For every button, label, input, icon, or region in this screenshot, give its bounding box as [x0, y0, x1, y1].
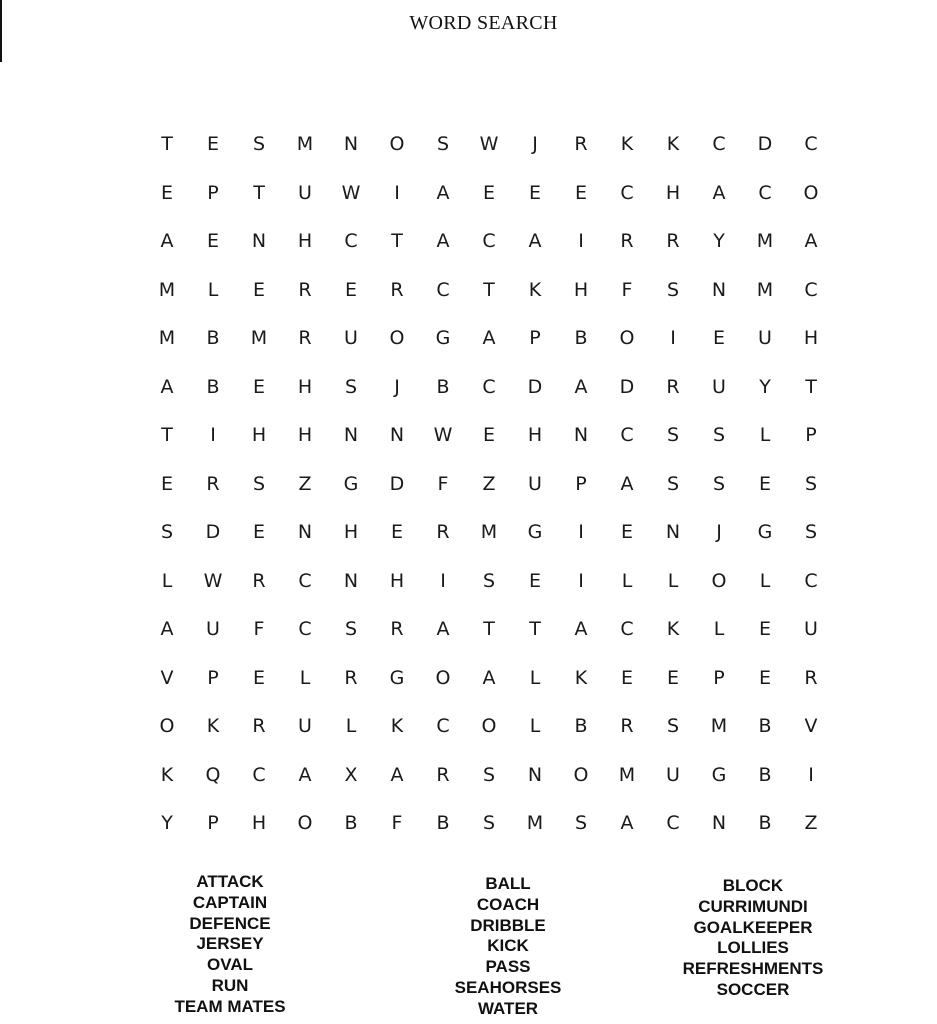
grid-cell: J	[532, 133, 538, 156]
grid-cell: D	[205, 521, 221, 544]
word-list-item: GOALKEEPER	[693, 917, 813, 937]
grid-cell: S	[160, 521, 174, 544]
grid-cell: B	[206, 375, 220, 398]
grid-cell: I	[210, 424, 216, 447]
grid-cell: R	[804, 666, 818, 689]
grid-cell: M	[756, 230, 774, 253]
grid-cell: P	[575, 472, 587, 495]
grid-cell: M	[756, 278, 774, 301]
grid-cell: E	[206, 133, 219, 156]
grid-cell: N	[665, 521, 681, 544]
grid-cell: A	[436, 181, 450, 204]
grid-cell: N	[343, 569, 359, 592]
grid-cell: I	[808, 763, 814, 786]
grid-cell: T	[253, 181, 265, 204]
grid-cell: C	[712, 133, 726, 156]
grid-cell: A	[482, 666, 496, 689]
grid-cell: W	[203, 569, 223, 592]
grid-cell: I	[578, 230, 584, 253]
grid-cell: Y	[161, 812, 173, 835]
grid-cell: S	[252, 472, 266, 495]
word-list-column-1	[135, 872, 325, 1018]
grid-cell: F	[391, 812, 403, 835]
grid-cell: H	[573, 278, 589, 301]
grid-cell: S	[574, 812, 588, 835]
grid-cell: C	[666, 812, 680, 835]
grid-cell: O	[435, 666, 451, 689]
grid-cell: E	[252, 375, 265, 398]
grid-cell: K	[206, 715, 220, 738]
grid-cell: E	[252, 666, 265, 689]
grid-cell: I	[578, 521, 584, 544]
grid-cell: I	[670, 327, 676, 350]
grid-cell: K	[666, 133, 680, 156]
grid-cell: E	[252, 521, 265, 544]
grid-cell: L	[529, 666, 541, 689]
word-list-column-2	[413, 874, 603, 1020]
grid-cell: C	[620, 618, 634, 641]
grid-cell: B	[436, 375, 450, 398]
grid-cell: R	[206, 472, 220, 495]
grid-cell: W	[479, 133, 499, 156]
word-list-item: SEAHORSES	[454, 977, 562, 997]
grid-cell: W	[433, 424, 453, 447]
grid-cell: A	[390, 763, 404, 786]
grid-cell: R	[298, 278, 312, 301]
grid-cell: U	[528, 472, 542, 495]
grid-cell: A	[436, 618, 450, 641]
grid-cell: H	[665, 181, 681, 204]
grid-cell: N	[343, 424, 359, 447]
grid-cell: Y	[713, 230, 725, 253]
grid-cell: U	[206, 618, 220, 641]
grid-cell: J	[716, 521, 722, 544]
grid-cell: H	[389, 569, 405, 592]
grid-cell: L	[667, 569, 679, 592]
grid-cell: C	[758, 181, 772, 204]
grid-cell: C	[436, 278, 450, 301]
grid-cell: E	[666, 666, 679, 689]
grid-cell: E	[482, 424, 495, 447]
grid-cell: A	[620, 812, 634, 835]
grid-cell: L	[529, 715, 541, 738]
grid-cell: W	[341, 181, 361, 204]
grid-cell: P	[805, 424, 817, 447]
word-list-item: KICK	[487, 936, 529, 956]
grid-cell: O	[389, 133, 405, 156]
grid-cell: L	[759, 424, 771, 447]
grid-cell: R	[436, 521, 450, 544]
grid-cell: M	[710, 715, 728, 738]
grid-cell: E	[482, 181, 495, 204]
grid-cell: M	[480, 521, 498, 544]
grid-cell: M	[158, 278, 176, 301]
grid-cell: G	[343, 472, 359, 495]
grid-cell: F	[437, 472, 449, 495]
grid-cell: C	[298, 618, 312, 641]
grid-cell: G	[757, 521, 773, 544]
grid-cell: C	[436, 715, 450, 738]
grid-cell: H	[251, 812, 267, 835]
grid-cell: U	[666, 763, 680, 786]
grid-cell: K	[620, 133, 634, 156]
grid-cell: E	[160, 472, 173, 495]
grid-cell: T	[529, 618, 541, 641]
word-list-item: LOLLIES	[717, 938, 789, 958]
grid-cell: B	[758, 763, 772, 786]
grid-cell: L	[207, 278, 219, 301]
grid-cell: I	[578, 569, 584, 592]
grid-cell: E	[344, 278, 357, 301]
grid-cell: L	[713, 618, 725, 641]
grid-cell: N	[573, 424, 589, 447]
grid-cell: A	[620, 472, 634, 495]
grid-cell: M	[158, 327, 176, 350]
grid-cell: S	[712, 472, 726, 495]
grid-cell: S	[344, 618, 358, 641]
grid-cell: D	[619, 375, 635, 398]
grid-cell: A	[160, 230, 174, 253]
grid-cell: V	[804, 715, 818, 738]
grid-cell: E	[620, 521, 633, 544]
grid-cell: B	[758, 715, 772, 738]
word-list-item: REFRESHMENTS	[682, 959, 824, 979]
grid-cell: H	[803, 327, 819, 350]
grid-cell: H	[343, 521, 359, 544]
grid-cell: R	[620, 230, 634, 253]
grid-cell: S	[666, 278, 680, 301]
grid-cell: E	[160, 181, 173, 204]
grid-cell: N	[343, 133, 359, 156]
grid-cell: R	[390, 278, 404, 301]
grid-cell: K	[574, 666, 588, 689]
grid-cell: C	[804, 278, 818, 301]
grid-cell: D	[527, 375, 543, 398]
word-list-item: CAPTAIN	[192, 892, 268, 912]
grid-cell: B	[206, 327, 220, 350]
grid-cell: P	[207, 666, 219, 689]
word-list-item: CURRIMUNDI	[698, 896, 808, 916]
grid-cell: K	[666, 618, 680, 641]
grid-cell: I	[394, 181, 400, 204]
grid-cell: U	[758, 327, 772, 350]
grid-cell: T	[391, 230, 403, 253]
grid-cell: S	[666, 472, 680, 495]
grid-cell: R	[666, 375, 680, 398]
grid-cell: A	[528, 230, 542, 253]
grid-cell: K	[528, 278, 542, 301]
grid-cell: T	[483, 278, 495, 301]
grid-cell: A	[160, 618, 174, 641]
grid-cell: H	[297, 375, 313, 398]
word-list-item: DEFENCE	[189, 913, 271, 933]
grid-cell: F	[253, 618, 265, 641]
grid-cell: U	[298, 181, 312, 204]
grid-cell: N	[711, 278, 727, 301]
grid-cell: A	[574, 375, 588, 398]
grid-cell: C	[298, 569, 312, 592]
grid-cell: P	[207, 812, 219, 835]
grid-cell: B	[574, 715, 588, 738]
grid-cell: E	[758, 472, 771, 495]
grid-cell: F	[621, 278, 633, 301]
page-title: WORD SEARCH	[409, 12, 558, 34]
grid-cell: O	[159, 715, 175, 738]
grid-cell: N	[389, 424, 405, 447]
grid-cell: S	[344, 375, 358, 398]
grid-cell: A	[298, 763, 312, 786]
grid-cell: U	[344, 327, 358, 350]
grid-cell: O	[297, 812, 313, 835]
grid-cell: C	[804, 569, 818, 592]
grid-cell: B	[344, 812, 358, 835]
grid-cell: C	[482, 375, 496, 398]
grid-cell: Z	[482, 472, 496, 495]
grid-cell: E	[528, 181, 541, 204]
grid-cell: C	[620, 181, 634, 204]
grid-cell: T	[161, 133, 173, 156]
grid-cell: L	[299, 666, 311, 689]
grid-cell: B	[574, 327, 588, 350]
grid-cell: M	[296, 133, 314, 156]
grid-cell: S	[712, 424, 726, 447]
grid-cell: R	[574, 133, 588, 156]
grid-cell: P	[713, 666, 725, 689]
grid-cell: E	[528, 569, 541, 592]
grid-cell: C	[620, 424, 634, 447]
grid-cell: N	[297, 521, 313, 544]
grid-cell: A	[574, 618, 588, 641]
grid-cell: V	[160, 666, 174, 689]
grid-cell: O	[481, 715, 497, 738]
grid-cell: Q	[205, 763, 221, 786]
grid-cell: R	[390, 618, 404, 641]
grid-cell: E	[620, 666, 633, 689]
word-list-column-3	[658, 876, 848, 1001]
grid-cell: L	[345, 715, 357, 738]
grid-cell: E	[758, 618, 771, 641]
grid-cell: C	[344, 230, 358, 253]
grid-cell: H	[527, 424, 543, 447]
grid-cell: L	[759, 569, 771, 592]
grid-cell: M	[618, 763, 636, 786]
word-list-item: TEAM MATES	[174, 996, 286, 1016]
grid-cell: G	[435, 327, 451, 350]
grid-cell: N	[251, 230, 267, 253]
grid-cell: S	[804, 521, 818, 544]
grid-cell: R	[344, 666, 358, 689]
grid-cell: U	[712, 375, 726, 398]
grid-cell: G	[527, 521, 543, 544]
grid-cell: M	[250, 327, 268, 350]
word-list-item: PASS	[485, 957, 531, 977]
grid-cell: J	[394, 375, 400, 398]
grid-cell: H	[297, 230, 313, 253]
grid-cell: P	[207, 181, 219, 204]
grid-cell: E	[712, 327, 725, 350]
grid-cell: S	[482, 812, 496, 835]
grid-cell: L	[621, 569, 633, 592]
grid-cell: M	[526, 812, 544, 835]
grid-cell: S	[482, 763, 496, 786]
grid-cell: S	[804, 472, 818, 495]
grid-cell: B	[758, 812, 772, 835]
grid-cell: G	[711, 763, 727, 786]
grid-cell: N	[711, 812, 727, 835]
grid-cell: O	[619, 327, 635, 350]
grid-cell: P	[529, 327, 541, 350]
grid-cell: S	[482, 569, 496, 592]
grid-cell: Y	[759, 375, 771, 398]
word-list-item: OVAL	[207, 955, 253, 975]
grid-cell: X	[344, 763, 358, 786]
grid-cell: O	[803, 181, 819, 204]
grid-cell: R	[666, 230, 680, 253]
grid-cell: K	[390, 715, 404, 738]
grid-cell: E	[206, 230, 219, 253]
word-list-item: BLOCK	[722, 876, 784, 895]
grid-cell: S	[436, 133, 450, 156]
word-list-item: COACH	[476, 894, 540, 914]
grid-cell: O	[573, 763, 589, 786]
grid-cell: A	[160, 375, 174, 398]
grid-cell: T	[483, 618, 495, 641]
grid-cell: I	[440, 569, 446, 592]
grid-cell: E	[758, 666, 771, 689]
grid-cell: N	[527, 763, 543, 786]
word-list-item: JERSEY	[196, 934, 264, 954]
grid-cell: C	[482, 230, 496, 253]
grid-cell: R	[252, 715, 266, 738]
word-list-item: ATTACK	[196, 872, 264, 891]
word-list-item: DRIBBLE	[470, 915, 546, 935]
grid-cell: O	[711, 569, 727, 592]
grid-cell: E	[252, 278, 265, 301]
grid-cell: O	[389, 327, 405, 350]
grid-cell: A	[712, 181, 726, 204]
grid-cell: S	[252, 133, 266, 156]
grid-cell: Z	[298, 472, 312, 495]
grid-cell: A	[482, 327, 496, 350]
grid-cell: H	[251, 424, 267, 447]
grid-cell: D	[389, 472, 405, 495]
grid-cell: R	[436, 763, 450, 786]
word-list-item: SOCCER	[716, 979, 790, 999]
grid-cell: R	[298, 327, 312, 350]
grid-cell: G	[389, 666, 405, 689]
grid-cell: H	[297, 424, 313, 447]
grid-cell: Z	[804, 812, 818, 835]
grid-cell: S	[666, 424, 680, 447]
grid-cell: U	[804, 618, 818, 641]
grid-cell: A	[804, 230, 818, 253]
word-list-item: BALL	[485, 874, 531, 893]
grid-cell: L	[161, 569, 173, 592]
word-list-item: WATER	[477, 998, 539, 1018]
grid-cell: R	[252, 569, 266, 592]
grid-cell: U	[298, 715, 312, 738]
grid-cell: K	[160, 763, 174, 786]
grid-cell: S	[666, 715, 680, 738]
letter-grid	[144, 120, 834, 848]
word-list-item: RUN	[211, 975, 249, 995]
grid-cell: B	[436, 812, 450, 835]
grid-cell: E	[390, 521, 403, 544]
grid-cell: C	[252, 763, 266, 786]
grid-cell: A	[436, 230, 450, 253]
grid-cell: C	[804, 133, 818, 156]
grid-cell: D	[757, 133, 773, 156]
grid-cell: T	[805, 375, 817, 398]
grid-cell: R	[620, 715, 634, 738]
grid-cell: T	[161, 424, 173, 447]
grid-cell: E	[574, 181, 587, 204]
